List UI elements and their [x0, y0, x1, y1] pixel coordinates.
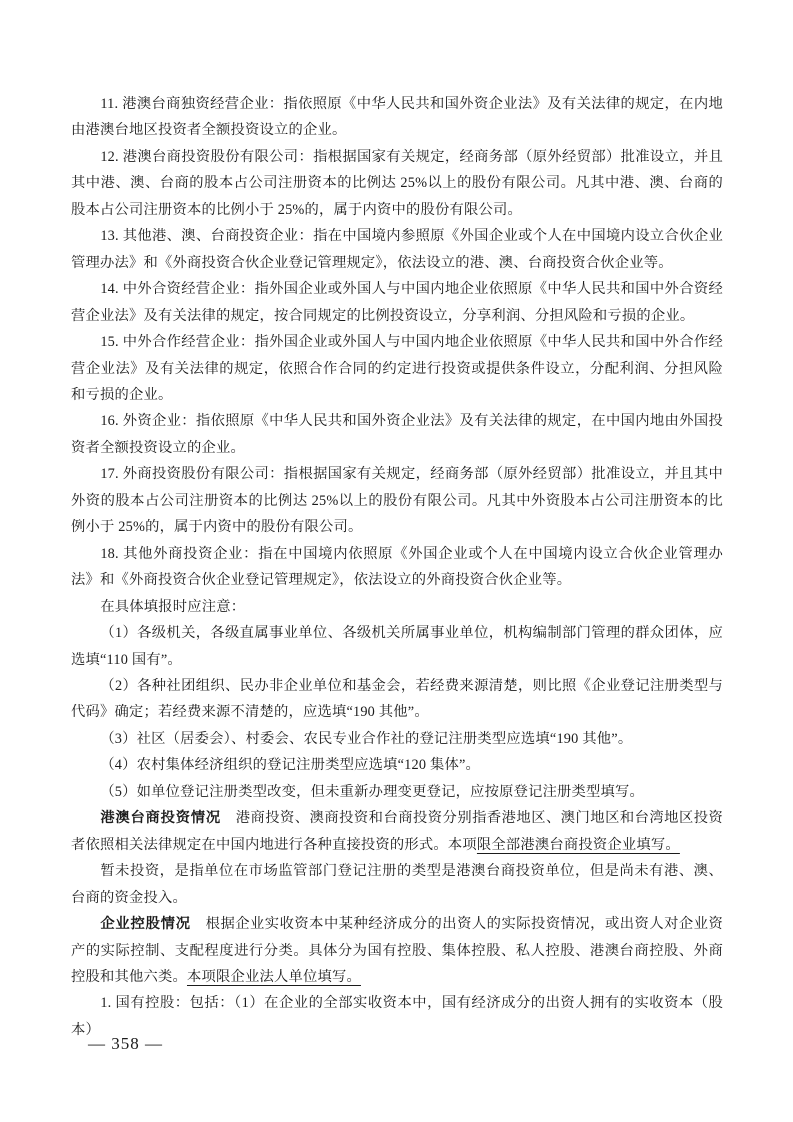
underlined-note: 限全部港澳台商投资企业填写。 — [476, 836, 680, 853]
section-hkmt-investment-status — [71, 805, 723, 858]
text-run: 16. 外资企业：指依照原《中华人民共和国外资企业法》及有关法律的规定，在中国内地由外国投资者全额投资设立的企业。 — [71, 413, 723, 456]
text-run: （4）农村集体经济组织的登记注册类型应选填“120 集体”。 — [100, 757, 480, 774]
note-1-state-organs — [71, 620, 723, 673]
page-footer — [88, 1033, 163, 1055]
text-run: （1）各级机关，各级直属事业单位、各级机关所属事业单位，机构编制部门管理的群众团体，应选填“110 国有”。 — [71, 625, 723, 668]
term-label: 企业控股情况 — [100, 916, 191, 933]
text-run: 12. 港澳台商投资股份有限公司：指根据国家有关规定，经商务部（原外经贸部）批准设立，并且其中港、澳、台商的股本占公司注册资本的比例达 25%以上的股份有限公司。凡其中港、澳、台商的股本占公司注册资本的比例小于 25%的，属于内资中的股份有限公司。 — [71, 148, 723, 218]
item-13-other-hkmt-invested-enterprises — [71, 223, 723, 276]
filling-notes-intro — [71, 594, 723, 620]
document-body — [71, 91, 723, 1043]
note-5-type-change — [71, 779, 723, 805]
para-no-investment-yet — [71, 858, 723, 911]
text-run: 1. 国有控股：包括：（1）在企业的全部实收资本中，国有经济成分的出资人拥有的实收资本（股本） — [71, 995, 723, 1038]
note-4-rural-collective — [71, 752, 723, 778]
text-run: 港商投资、澳商投资和台商投资分别指香港地区、澳门地区和台湾地区投资者依照相关法律规定在中国内地进行各种直接投资的形式。本项 — [71, 810, 724, 853]
item-11-hkmt-sole-investment-enterprise — [71, 91, 723, 144]
text-run: 在具体填报时应注意： — [100, 598, 246, 615]
item-12-hkmt-invested-company-limited-by-shares — [71, 144, 723, 223]
text-run: 13. 其他港、澳、台商投资企业：指在中国境内参照原《外国企业或个人在中国境内设立合伙企业管理办法》和《外商投资合伙企业登记管理规定》，依法设立的港、澳、台商投资合伙企业等。 — [71, 228, 723, 271]
text-run: （3）社区（居委会）、村委会、农民专业合作社的登记注册类型应选填“190 其他”。 — [100, 730, 633, 747]
text-run: 18. 其他外商投资企业：指在中国境内依照原《外国企业或个人在中国境内设立合伙企业管理办法》和《外商投资合伙企业登记管理规定》，依法设立的外商投资合伙企业等。 — [71, 545, 723, 589]
text-run: 暂未投资，是指单位在市场监管部门登记注册的类型是港澳台商投资单位，但是尚未有港、澳、台商的资金投入。 — [71, 863, 723, 906]
note-2-social-organizations — [71, 673, 723, 726]
text-run: （2）各种社团组织、民办非企业单位和基金会，若经费来源清楚，则比照《企业登记注册类型与代码》确定；若经费来源不清楚的，应选填“190 其他”。 — [71, 677, 723, 721]
term-label: 港澳台商投资情况 — [100, 810, 221, 827]
page-number: — 358 — — [88, 1034, 163, 1053]
text-run: 14. 中外合资经营企业：指外国企业或外国人与中国内地企业依照原《中华人民共和国中外合资经营企业法》及有关法律的规定，按合同规定的比例投资设立，分享利润、分担风险和亏损的企业。 — [71, 281, 723, 324]
underlined-note: 本项限企业法人单位填写。 — [186, 968, 361, 985]
text-run: 15. 中外合作经营企业：指外国企业或外国人与中国内地企业依照原《中华人民共和国中外合作经营企业法》及有关法律的规定，依照合作合同的约定进行投资或提供条件设立，分配利润、分担风险和亏损的企业。 — [71, 334, 723, 403]
item-18-other-foreign-invested-enterprises — [71, 541, 723, 594]
item-15-sino-foreign-cooperative-venture — [71, 329, 723, 408]
item-16-foreign-funded-enterprise — [71, 408, 723, 461]
text-run: 17. 外商投资股份有限公司：指根据国家有关规定，经商务部（原外经贸部）批准设立，并且其中外资的股本占公司注册资本的比例达 25%以上的股份有限公司。凡其中外资股本占公司注册资本的比例小于 25%的，属于内资中的股份有限公司。 — [71, 466, 723, 536]
note-3-communities — [71, 726, 723, 752]
text-run: 11. 港澳台商独资经营企业：指依照原《中华人民共和国外资企业法》及有关法律的规定，在内地由港澳台地区投资者全额投资设立的企业。 — [71, 96, 723, 139]
item-17-foreign-invested-company-limited-by-shares — [71, 461, 723, 540]
item-14-sino-foreign-equity-joint-venture — [71, 276, 723, 329]
item-1-state-holding — [71, 990, 723, 1043]
text-run: （5）如单位登记注册类型改变，但未重新办理变更登记，应按原登记注册类型填写。 — [100, 783, 645, 800]
text-run: 根据企业实收资本中某种经济成分的出资人的实际投资情况，或出资人对企业资产的实际控制、支配程度进行分类。具体分为国有控股、集体控股、私人控股、港澳台商控股、外商控股和其他六类。 — [71, 916, 724, 985]
section-enterprise-holding-status — [71, 911, 723, 990]
